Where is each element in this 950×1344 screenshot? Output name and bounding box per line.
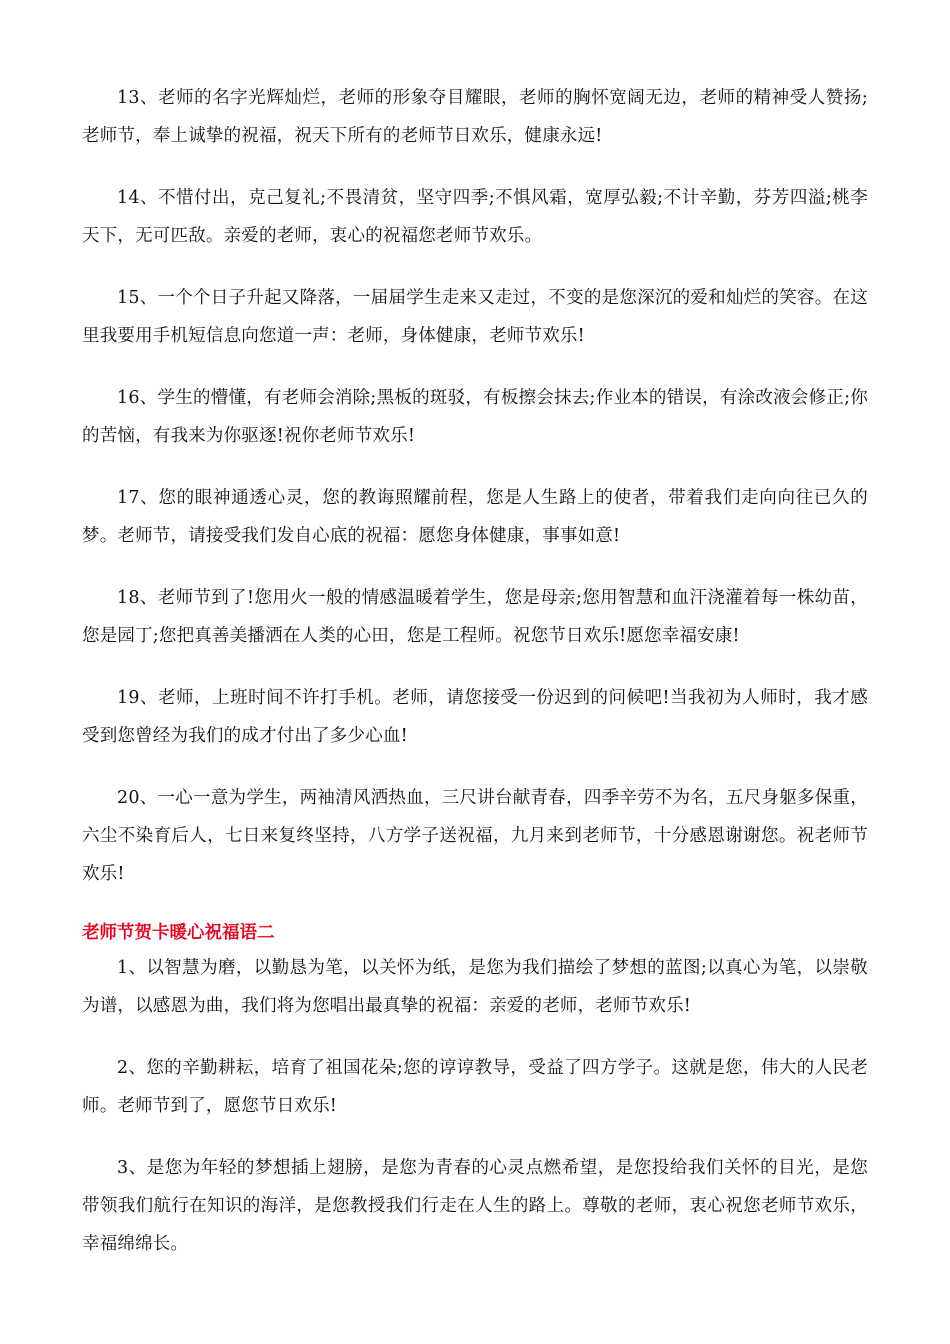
blessing-paragraph-13: 13、老师的名字光辉灿烂，老师的形象夺目耀眼，老师的胸怀宽阔无边，老师的精神受人赞扬;老师节，奉上诚挚的祝福，祝天下所有的老师节日欢乐，健康永远! [82,88,868,146]
section-heading: 老师节贺卡暖心祝福语二 [82,923,275,943]
blessing-paragraph-15: 15、一个个日子升起又降落，一届届学生走来又走过，不变的是您深沉的爱和灿烂的笑容。在这里我要用手机短信息向您道一声：老师，身体健康，老师节欢乐! [82,288,868,346]
blessing-paragraph-17: 17、您的眼神通透心灵，您的教诲照耀前程，您是人生路上的使者，带着我们走向向往已久的梦。老师节，请接受我们发自心底的祝福：愿您身体健康，事事如意! [82,488,868,546]
blessings-section-1 [82,79,868,893]
blessing-paragraph-20: 20、一心一意为学生，两袖清风洒热血，三尺讲台献青春，四季辛劳不为名，五尺身躯多保重，六尘不染育后人，七日来复终坚持，八方学子送祝福，九月来到老师节，十分感恩谢谢您。祝老师节欢乐! [82,788,868,884]
blessing-paragraph-1: 1、以智慧为磨，以勤恳为笔，以关怀为纸，是您为我们描绘了梦想的蓝图;以真心为笔，以崇敬为谱，以感恩为曲，我们将为您唱出最真挚的祝福：亲爱的老师，老师节欢乐! [82,958,868,1016]
blessing-paragraph-19: 19、老师，上班时间不许打手机。老师，请您接受一份迟到的问候吧!当我初为人师时，我才感受到您曾经为我们的成才付出了多少心血! [82,688,868,746]
blessing-paragraph-16: 16、学生的懵懂，有老师会消除;黑板的斑驳，有板擦会抹去;作业本的错误，有涂改液会修正;你的苦恼，有我来为你驱逐!祝你老师节欢乐! [82,388,868,446]
blessing-paragraph-14: 14、不惜付出，克己复礼;不畏清贫，坚守四季;不惧风霜，宽厚弘毅;不计辛勤，芬芳四溢;桃李天下，无可匹敌。亲爱的老师，衷心的祝福您老师节欢乐。 [82,188,868,246]
blessing-paragraph-2: 2、您的辛勤耕耘，培育了祖国花朵;您的谆谆教导，受益了四方学子。这就是您，伟大的人民老师。老师节到了，愿您节日欢乐! [82,1058,868,1116]
blessing-paragraph-18: 18、老师节到了!您用火一般的情感温暖着学生，您是母亲;您用智慧和血汗浇灌着每一株幼苗，您是园丁;您把真善美播洒在人类的心田，您是工程师。祝您节日欢乐!愿您幸福安康! [82,588,868,646]
document-body [82,79,868,1287]
blessings-section-2 [82,949,868,1263]
blessing-paragraph-3: 3、是您为年轻的梦想插上翅膀，是您为青春的心灵点燃希望，是您投给我们关怀的目光，是您带领我们航行在知识的海洋，是您教授我们行走在人生的路上。尊敬的老师，衷心祝您老师节欢乐，幸福绵绵长。 [82,1158,868,1254]
